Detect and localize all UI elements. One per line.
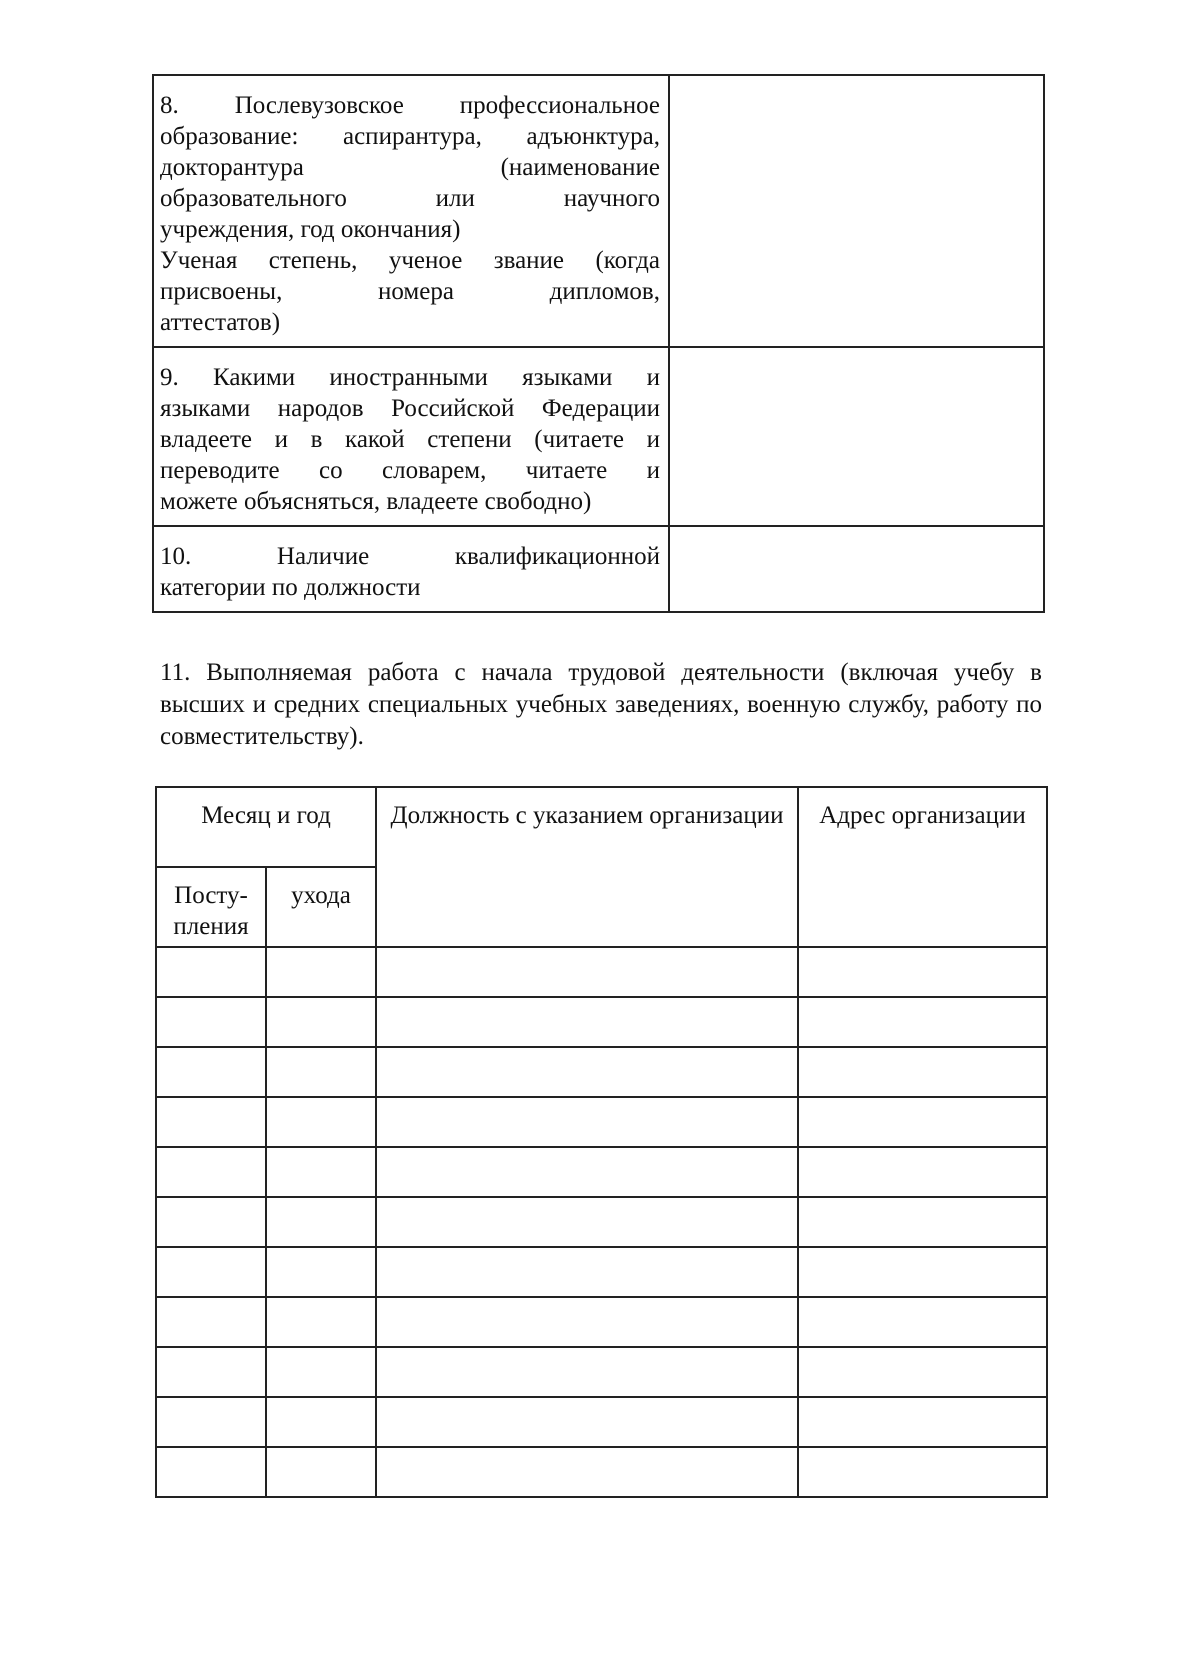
position-cell[interactable] [376, 1397, 798, 1447]
question-line: учреждения, год окончания) [160, 216, 461, 243]
question-line: присвоены, номера дипломов, [160, 278, 660, 305]
address-cell[interactable] [798, 1297, 1047, 1347]
answer-field-9[interactable] [669, 347, 1044, 526]
question-line: владеете и в какой степени (читаете и [160, 426, 660, 453]
address-cell[interactable] [798, 1447, 1047, 1497]
question-row-10 [153, 526, 1044, 612]
answer-field-8[interactable] [669, 75, 1044, 347]
position-cell[interactable] [376, 1297, 798, 1347]
address-cell[interactable] [798, 1097, 1047, 1147]
start-date-cell[interactable] [156, 1047, 266, 1097]
address-cell[interactable] [798, 1147, 1047, 1197]
table-row [156, 1097, 1047, 1147]
table-row [156, 1447, 1047, 1497]
end-date-cell[interactable] [266, 1347, 376, 1397]
start-date-cell[interactable] [156, 1197, 266, 1247]
question-line: аттестатов) [160, 309, 281, 336]
start-header: Посту- пления [156, 867, 266, 947]
start-date-cell[interactable] [156, 1447, 266, 1497]
end-date-cell[interactable] [266, 1397, 376, 1447]
question-line: 10. Наличие квалификационной [160, 543, 660, 570]
end-header: ухода [266, 867, 376, 947]
question-label-8 [153, 75, 669, 347]
question-label-9 [153, 347, 669, 526]
table-row [156, 1347, 1047, 1397]
table-row [156, 1197, 1047, 1247]
table-row [156, 1247, 1047, 1297]
position-cell[interactable] [376, 1447, 798, 1497]
question-row-8 [153, 75, 1044, 347]
end-date-cell[interactable] [266, 1297, 376, 1347]
section-11-heading: 11. Выполняемая работа с начала трудовой деятельности (включая учебу в высших и средних специальных учебных заведениях, военную службу, работу по совместительству). [160, 659, 1042, 750]
end-date-cell[interactable] [266, 1247, 376, 1297]
end-date-cell[interactable] [266, 1447, 376, 1497]
work-history-table [155, 786, 1048, 1498]
end-date-cell[interactable] [266, 1147, 376, 1197]
position-cell[interactable] [376, 997, 798, 1047]
address-cell[interactable] [798, 997, 1047, 1047]
question-line: языками народов Российской Федерации [160, 395, 660, 422]
answer-field-10[interactable] [669, 526, 1044, 612]
end-date-cell[interactable] [266, 947, 376, 997]
address-cell[interactable] [798, 1347, 1047, 1397]
table-row [156, 1047, 1047, 1097]
address-header: Адрес организации [798, 787, 1047, 947]
address-cell[interactable] [798, 1397, 1047, 1447]
start-date-cell[interactable] [156, 1147, 266, 1197]
start-date-cell[interactable] [156, 1297, 266, 1347]
question-line: докторантура (наименование [160, 154, 660, 181]
start-date-cell[interactable] [156, 1347, 266, 1397]
address-cell[interactable] [798, 1047, 1047, 1097]
table-row [156, 947, 1047, 997]
position-cell[interactable] [376, 1097, 798, 1147]
question-row-9 [153, 347, 1044, 526]
position-cell[interactable] [376, 1247, 798, 1297]
start-date-cell[interactable] [156, 1397, 266, 1447]
question-line: образование: аспирантура, адъюнктура, [160, 123, 660, 150]
address-cell[interactable] [798, 1247, 1047, 1297]
question-line: 8. Послевузовское профессиональное [160, 92, 660, 119]
question-label-10 [153, 526, 669, 612]
question-line: переводите со словарем, читаете и [160, 457, 660, 484]
question-line: категории по должности [160, 574, 421, 601]
work-history-body [156, 947, 1047, 1497]
position-cell[interactable] [376, 1147, 798, 1197]
position-cell[interactable] [376, 947, 798, 997]
position-header: Должность с указанием организации [376, 787, 798, 947]
header-row-top [156, 787, 1047, 867]
table-row [156, 1397, 1047, 1447]
question-line: 9. Какими иностранными языками и [160, 364, 660, 391]
address-cell[interactable] [798, 947, 1047, 997]
position-cell[interactable] [376, 1347, 798, 1397]
end-date-cell[interactable] [266, 1097, 376, 1147]
start-date-cell[interactable] [156, 997, 266, 1047]
table-row [156, 1147, 1047, 1197]
table-row [156, 1297, 1047, 1347]
position-cell[interactable] [376, 1047, 798, 1097]
start-date-cell[interactable] [156, 1247, 266, 1297]
end-date-cell[interactable] [266, 1047, 376, 1097]
end-date-cell[interactable] [266, 997, 376, 1047]
table-row [156, 997, 1047, 1047]
questionnaire-table [152, 74, 1045, 613]
address-cell[interactable] [798, 1197, 1047, 1247]
month-year-header: Месяц и год [156, 787, 376, 867]
position-cell[interactable] [376, 1197, 798, 1247]
question-line: образовательного или научного [160, 185, 660, 212]
end-date-cell[interactable] [266, 1197, 376, 1247]
start-date-cell[interactable] [156, 947, 266, 997]
question-line: можете объясняться, владеете свободно) [160, 488, 592, 515]
question-line: Ученая степень, ученое звание (когда [160, 247, 660, 274]
start-date-cell[interactable] [156, 1097, 266, 1147]
